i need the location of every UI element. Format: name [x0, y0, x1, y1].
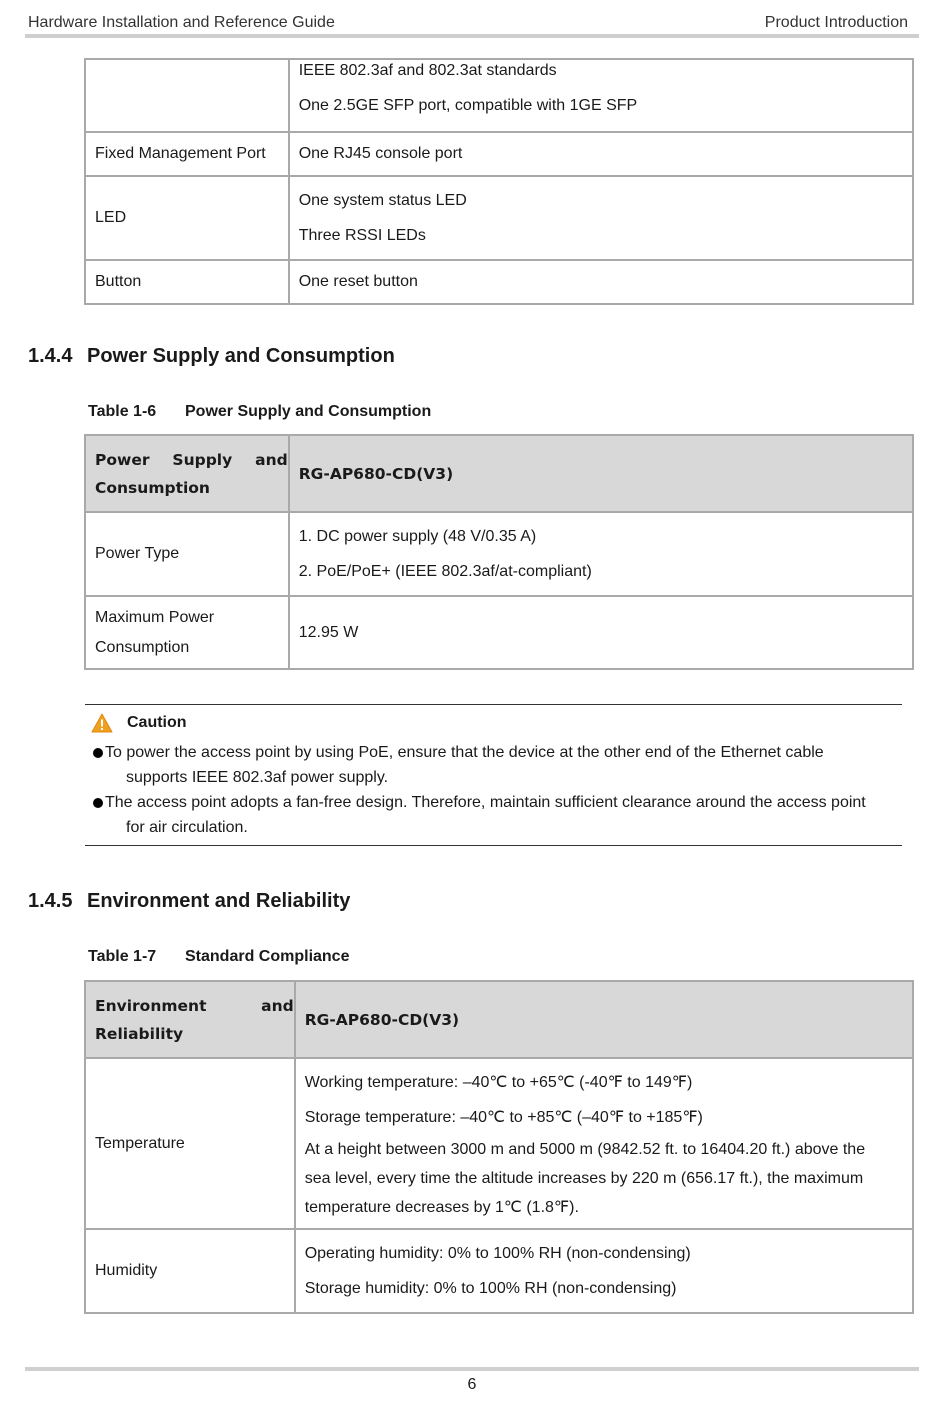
row-value: [289, 512, 913, 596]
row-label: LED: [85, 176, 289, 260]
header-doc-title: Hardware Installation and Reference Guide: [28, 14, 335, 31]
value-line: At a height between 3000 m and 5000 m (9842.52 ft. to 16404.20 ft.) above the: [304, 1141, 866, 1158]
section-heading: [28, 345, 395, 368]
header-label-line: Consumption: [95, 478, 210, 497]
value-line: Three RSSI LEDs: [298, 227, 426, 244]
caution-title-text: Caution: [127, 714, 187, 731]
caption-title: Power Supply and Consumption: [185, 403, 432, 420]
row-value: 12.95 W: [289, 596, 913, 669]
row-label: Button: [85, 260, 289, 304]
section-title: Power Supply and Consumption: [87, 345, 395, 367]
row-value: One RJ45 console port: [289, 132, 913, 176]
value-line: temperature decreases by 1℃ (1.8℉).: [304, 1199, 579, 1216]
row-value: [289, 59, 913, 132]
caution-item: [89, 790, 898, 840]
page-header: [28, 12, 908, 34]
row-value: One reset button: [289, 260, 913, 304]
header-label-line: Environment and: [95, 996, 294, 1015]
table-header-row: [85, 981, 913, 1058]
header-label: [85, 981, 295, 1058]
bullet-icon: [93, 798, 103, 808]
caution-item-line: To power the access point by using PoE, ensure that the device at the other end of the Ethernet cable: [105, 744, 824, 761]
label-line: Consumption: [95, 638, 190, 656]
bullet-icon: [93, 748, 103, 758]
value-line: One system status LED: [298, 192, 467, 209]
header-model: RG-AP680-CD(V3): [289, 435, 913, 512]
row-value: [289, 176, 913, 260]
section-title: Environment and Reliability: [87, 890, 351, 912]
page-number: 6: [467, 1376, 477, 1393]
value-line: Working temperature: –40℃ to +65℃ (-40℉ to 149℉): [304, 1074, 693, 1091]
table-row: [85, 1058, 913, 1229]
table-header-row: [85, 435, 913, 512]
row-label: Humidity: [85, 1229, 295, 1313]
table-caption: [88, 403, 431, 421]
table-row: [85, 260, 913, 304]
row-label: Temperature: [85, 1058, 295, 1229]
header-chapter-title: Product Introduction: [764, 14, 908, 31]
table-caption: [88, 948, 349, 966]
value-line: Storage humidity: 0% to 100% RH (non-condensing): [304, 1280, 677, 1297]
warning-icon: [91, 713, 113, 733]
table-row: [85, 59, 913, 132]
ports-table: [84, 58, 914, 305]
value-line: Storage temperature: –40℃ to +85℃ (–40℉ to +185℉): [304, 1109, 703, 1126]
table-row: [85, 1229, 913, 1313]
value-line: sea level, every time the altitude increases by 220 m (656.17 ft.), the maximum: [304, 1170, 864, 1187]
section-number: 1.4.4: [28, 345, 73, 367]
caution-title: [91, 713, 187, 733]
row-label: [85, 59, 289, 132]
caption-number: Table 1-6: [88, 403, 157, 420]
table-row: [85, 596, 913, 669]
row-label: Power Type: [85, 512, 289, 596]
section-number: 1.4.5: [28, 890, 73, 912]
caption-title: Standard Compliance: [185, 948, 350, 965]
header-label-line: Power Supply and: [95, 450, 288, 469]
table-row: [85, 512, 913, 596]
caution-box: [85, 704, 902, 846]
value-line: Operating humidity: 0% to 100% RH (non-condensing): [304, 1245, 691, 1262]
header-rule: [25, 34, 919, 38]
section-heading: [28, 890, 350, 913]
row-value: [295, 1229, 913, 1313]
caption-number: Table 1-7: [88, 948, 157, 965]
environment-table: [84, 980, 914, 1314]
caution-item-line: for air circulation.: [126, 819, 248, 836]
caution-item-line: supports IEEE 802.3af power supply.: [126, 769, 389, 786]
value-line: IEEE 802.3af and 802.3at standards: [298, 62, 557, 79]
table-row: [85, 176, 913, 260]
value-line: 1. DC power supply (48 V/0.35 A): [298, 528, 537, 545]
row-value: [295, 1058, 913, 1229]
row-label: [85, 596, 289, 669]
header-label: [85, 435, 289, 512]
row-label: Fixed Management Port: [85, 132, 289, 176]
footer-rule: [25, 1367, 919, 1371]
label-line: Maximum Power: [95, 608, 215, 626]
caution-item: [89, 740, 898, 790]
power-table: [84, 434, 914, 670]
header-label-line: Reliability: [95, 1024, 184, 1043]
header-model: RG-AP680-CD(V3): [295, 981, 913, 1058]
value-line: One 2.5GE SFP port, compatible with 1GE SFP: [298, 97, 638, 114]
value-line: 2. PoE/PoE+ (IEEE 802.3af/at-compliant): [298, 563, 592, 580]
caution-item-line: The access point adopts a fan-free design. Therefore, maintain sufficient clearance around the access point: [105, 794, 866, 811]
table-row: [85, 132, 913, 176]
